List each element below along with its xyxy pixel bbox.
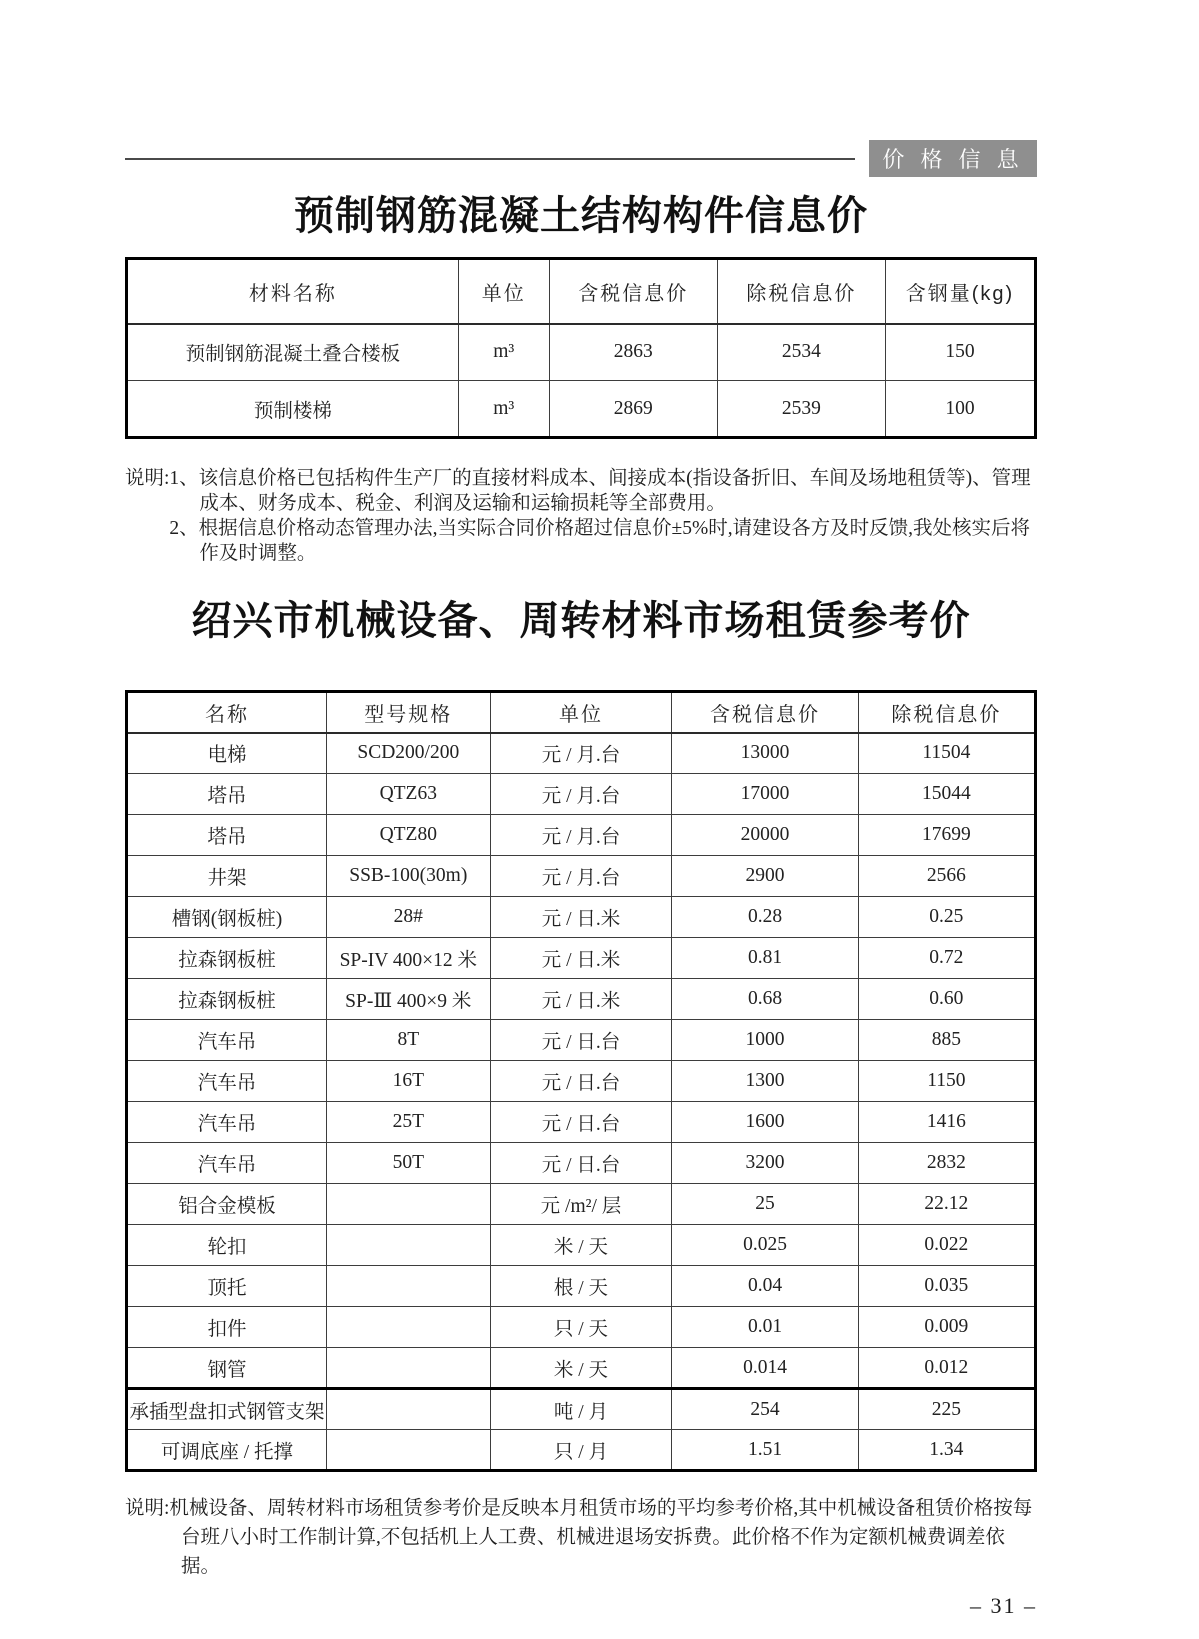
- table-cell: 0.022: [858, 1225, 1035, 1266]
- table-row: [127, 733, 1036, 774]
- table-cell: 0.012: [858, 1348, 1035, 1389]
- table-cell: 25T: [326, 1102, 490, 1143]
- table-cell: 0.81: [672, 938, 858, 979]
- table-cell: SP-IV 400×12 米: [326, 938, 490, 979]
- table-cell: 拉森钢板桩: [127, 938, 327, 979]
- table-cell: 元 / 日.米: [490, 897, 672, 938]
- table-row: [127, 938, 1036, 979]
- table-row: [127, 897, 1036, 938]
- column-header: 除税信息价: [858, 692, 1035, 733]
- table-cell: 2863: [549, 324, 717, 381]
- table-cell: 承插型盘扣式钢管支架: [127, 1389, 327, 1430]
- section2-title: 绍兴市机械设备、周转材料市场租赁参考价: [191, 598, 971, 643]
- table-row: [127, 1225, 1036, 1266]
- table-cell: [326, 1184, 490, 1225]
- table-cell: 1150: [858, 1061, 1035, 1102]
- table-cell: 元 / 日.台: [490, 1020, 672, 1061]
- table-cell: 钢管: [127, 1348, 327, 1389]
- table-cell: 元 / 月.台: [490, 856, 672, 897]
- table-cell: 2534: [717, 324, 885, 381]
- table-cell: 885: [858, 1020, 1035, 1061]
- table-cell: 汽车吊: [127, 1102, 327, 1143]
- column-header: 单位: [458, 259, 549, 324]
- table-cell: 13000: [672, 733, 858, 774]
- section1-title: 预制钢筋混凝土结构构件信息价: [294, 193, 868, 238]
- table-header: [127, 692, 1036, 733]
- table-cell: 0.035: [858, 1266, 1035, 1307]
- table-cell: 预制楼梯: [127, 381, 459, 438]
- table-cell: SP-Ⅲ 400×9 米: [326, 979, 490, 1020]
- machinery-rental-price-table: [125, 690, 1037, 1472]
- table-cell: 2539: [717, 381, 885, 438]
- table-cell: 根 / 天: [490, 1266, 672, 1307]
- table-row: [127, 774, 1036, 815]
- page-content: [125, 0, 1037, 1619]
- table-cell: 2869: [549, 381, 717, 438]
- table-cell: [326, 1389, 490, 1430]
- note-item: 1、该信息价格已包括构件生产厂的直接材料成本、间接成本(指设备折旧、车间及场地租赁等)、管理成本、财务成本、税金、利润及运输和运输损耗等全部费用。: [169, 468, 1031, 514]
- page-header: [125, 140, 1037, 177]
- note-text: 机械设备、周转材料市场租赁参考价是反映本月租赁市场的平均参考价格,其中机械设备租赁价格按每台班八小时工作制计算,不包括机上人工费、机械进退场安拆费。此价格不作为定额机械费调差依据。: [169, 1498, 1033, 1577]
- table-cell: SSB-100(30m): [326, 856, 490, 897]
- table-cell: SCD200/200: [326, 733, 490, 774]
- table-cell: 2832: [858, 1143, 1035, 1184]
- table-cell: 元 / 月.台: [490, 733, 672, 774]
- table-cell: QTZ63: [326, 774, 490, 815]
- table-cell: 2566: [858, 856, 1035, 897]
- table-cell: 28#: [326, 897, 490, 938]
- table-row: [127, 979, 1036, 1020]
- table-cell: 汽车吊: [127, 1143, 327, 1184]
- column-header: 含税信息价: [672, 692, 858, 733]
- table-cell: 元 /m²/ 层: [490, 1184, 672, 1225]
- table-cell: 拉森钢板桩: [127, 979, 327, 1020]
- table-row: [127, 324, 1036, 381]
- table-cell: 井架: [127, 856, 327, 897]
- table-row: [127, 1266, 1036, 1307]
- table-cell: 225: [858, 1389, 1035, 1430]
- table-cell: 顶托: [127, 1266, 327, 1307]
- section2-note: [125, 1494, 1037, 1581]
- table-cell: 米 / 天: [490, 1225, 672, 1266]
- table-cell: 16T: [326, 1061, 490, 1102]
- table-header-row: [127, 259, 1036, 324]
- table-row: [127, 1184, 1036, 1225]
- notes-items: [169, 466, 1037, 566]
- column-header: 名称: [127, 692, 327, 733]
- table-cell: 米 / 天: [490, 1348, 672, 1389]
- column-header: 材料名称: [127, 259, 459, 324]
- table-cell: 1000: [672, 1020, 858, 1061]
- table-cell: [326, 1348, 490, 1389]
- table-cell: 元 / 日.米: [490, 938, 672, 979]
- table-cell: 0.014: [672, 1348, 858, 1389]
- section1-notes: [125, 466, 1037, 566]
- table-cell: [326, 1307, 490, 1348]
- table-cell: 0.009: [858, 1307, 1035, 1348]
- column-header: 单位: [490, 692, 672, 733]
- table-header: [127, 259, 1036, 324]
- table-cell: 20000: [672, 815, 858, 856]
- table-cell: 吨 / 月: [490, 1389, 672, 1430]
- table-cell: 100: [885, 381, 1035, 438]
- table-row: [127, 815, 1036, 856]
- table-cell: 元 / 日.台: [490, 1143, 672, 1184]
- table-cell: 254: [672, 1389, 858, 1430]
- table-cell: 预制钢筋混凝土叠合楼板: [127, 324, 459, 381]
- precast-concrete-price-table: [125, 257, 1037, 439]
- table-cell: 汽车吊: [127, 1061, 327, 1102]
- note-item: 2、根据信息价格动态管理办法,当实际合同价格超过信息价±5%时,请建设各方及时反馈,我处核实后将作及时调整。: [169, 518, 1030, 564]
- table-cell: 0.68: [672, 979, 858, 1020]
- notes-label: 说明:: [125, 1498, 170, 1519]
- table-row: [127, 1102, 1036, 1143]
- table-header-row: [127, 692, 1036, 733]
- price-info-badge: 价 格 信 息: [869, 140, 1037, 177]
- column-header: 型号规格: [326, 692, 490, 733]
- table-row: [127, 1061, 1036, 1102]
- column-header: 除税信息价: [717, 259, 885, 324]
- table-cell: 元 / 日.台: [490, 1102, 672, 1143]
- table-cell: 元 / 日.台: [490, 1061, 672, 1102]
- table-cell: 元 / 月.台: [490, 815, 672, 856]
- table-cell: 只 / 月: [490, 1430, 672, 1471]
- table-body: [127, 733, 1036, 1471]
- table-cell: 轮扣: [127, 1225, 327, 1266]
- table-row: [127, 1389, 1036, 1430]
- table-body: [127, 324, 1036, 438]
- table-cell: 塔吊: [127, 774, 327, 815]
- column-header: 含钢量(kg): [885, 259, 1035, 324]
- table-cell: 50T: [326, 1143, 490, 1184]
- table-cell: 可调底座 / 托撑: [127, 1430, 327, 1471]
- table-row: [127, 1348, 1036, 1389]
- table-cell: 150: [885, 324, 1035, 381]
- table-cell: [326, 1266, 490, 1307]
- table-cell: 1.34: [858, 1430, 1035, 1471]
- table-cell: 1.51: [672, 1430, 858, 1471]
- table-row: [127, 1307, 1036, 1348]
- table-cell: 17699: [858, 815, 1035, 856]
- table-cell: 0.28: [672, 897, 858, 938]
- table-cell: 15044: [858, 774, 1035, 815]
- table-cell: 25: [672, 1184, 858, 1225]
- table-cell: 17000: [672, 774, 858, 815]
- table-cell: [326, 1430, 490, 1471]
- table-row: [127, 1430, 1036, 1471]
- table-cell: 元 / 月.台: [490, 774, 672, 815]
- notes-label: 说明:: [125, 468, 170, 489]
- table-cell: 8T: [326, 1020, 490, 1061]
- table-cell: 塔吊: [127, 815, 327, 856]
- table-cell: 0.01: [672, 1307, 858, 1348]
- table-cell: 电梯: [127, 733, 327, 774]
- table-cell: m³: [458, 381, 549, 438]
- header-divider: [125, 158, 855, 160]
- table-cell: 汽车吊: [127, 1020, 327, 1061]
- table-row: [127, 381, 1036, 438]
- table-cell: 11504: [858, 733, 1035, 774]
- table-cell: 槽钢(钢板桩): [127, 897, 327, 938]
- table-cell: 铝合金模板: [127, 1184, 327, 1225]
- table-row: [127, 856, 1036, 897]
- table-cell: 0.025: [672, 1225, 858, 1266]
- table-cell: 0.60: [858, 979, 1035, 1020]
- table-row: [127, 1143, 1036, 1184]
- table-cell: 0.72: [858, 938, 1035, 979]
- table-cell: 扣件: [127, 1307, 327, 1348]
- table-cell: [326, 1225, 490, 1266]
- table-cell: 只 / 天: [490, 1307, 672, 1348]
- table-cell: 0.25: [858, 897, 1035, 938]
- table-cell: m³: [458, 324, 549, 381]
- column-header: 含税信息价: [549, 259, 717, 324]
- table-cell: 1600: [672, 1102, 858, 1143]
- table-cell: QTZ80: [326, 815, 490, 856]
- table-cell: 1416: [858, 1102, 1035, 1143]
- page-number: – 31 –: [970, 1593, 1037, 1618]
- table-cell: 1300: [672, 1061, 858, 1102]
- table-cell: 0.04: [672, 1266, 858, 1307]
- table-cell: 2900: [672, 856, 858, 897]
- table-cell: 3200: [672, 1143, 858, 1184]
- table-cell: 元 / 日.米: [490, 979, 672, 1020]
- table-cell: 22.12: [858, 1184, 1035, 1225]
- table-row: [127, 1020, 1036, 1061]
